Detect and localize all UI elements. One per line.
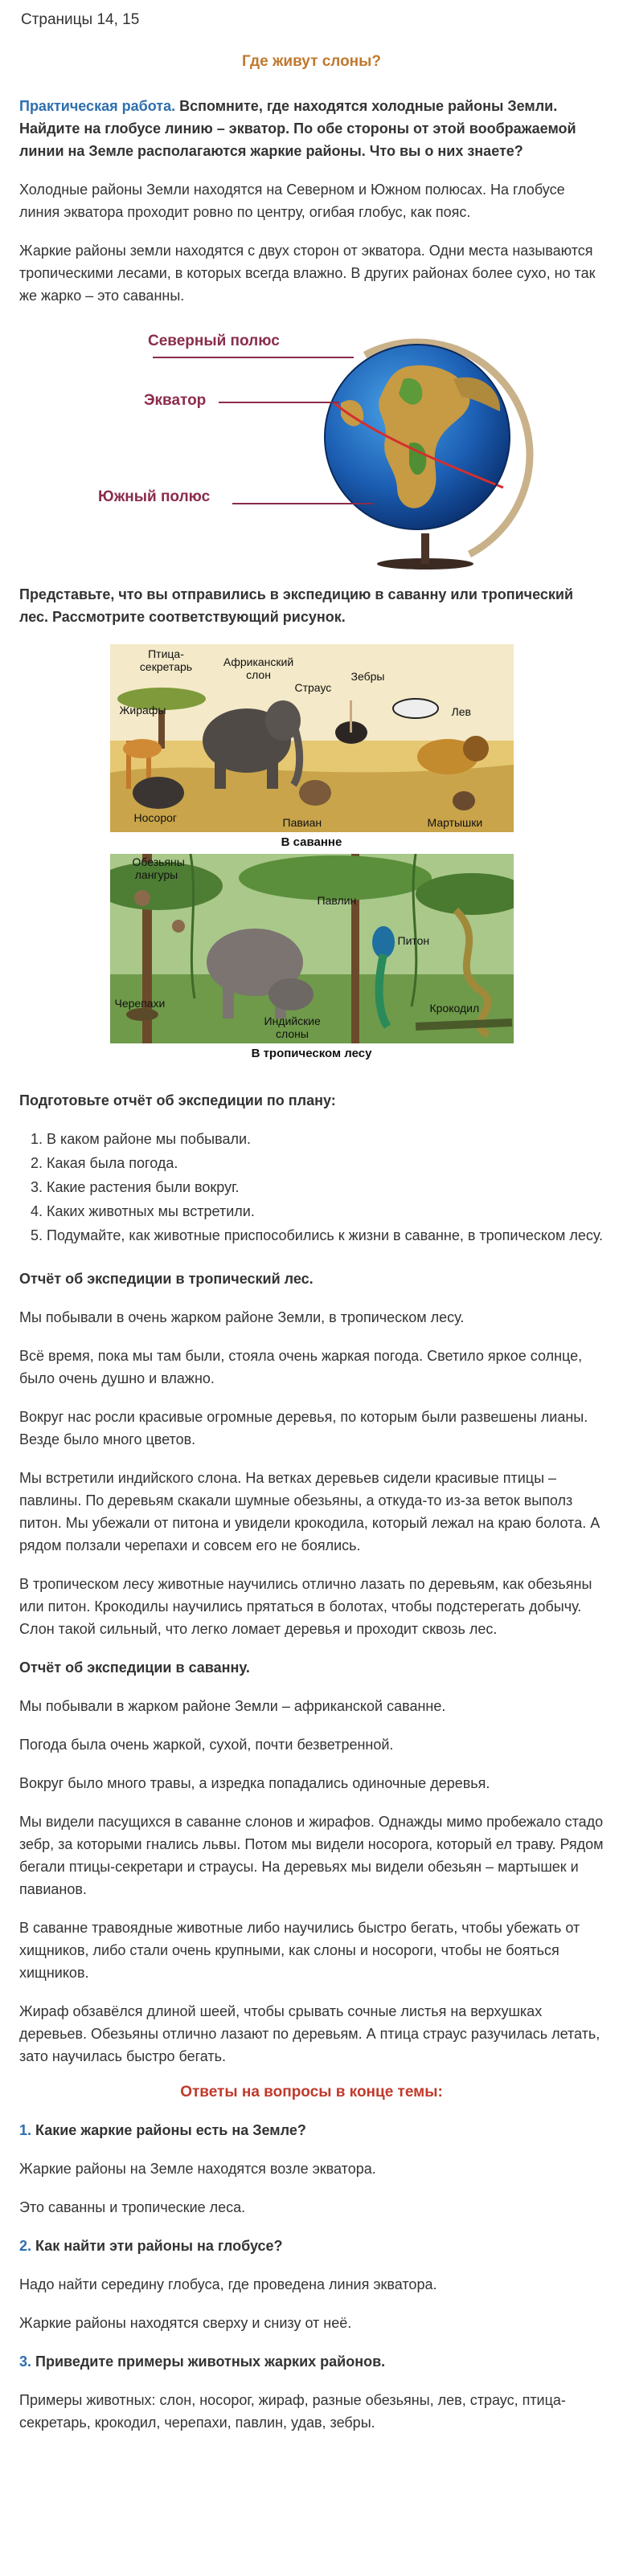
- forest-label: Индийские слоны: [264, 1014, 321, 1040]
- question-2: [19, 2235, 604, 2257]
- question-3: [19, 2350, 604, 2373]
- forest-report-paragraph: В тропическом лесу животные научились отлично лазать по деревьям, как обезьяны или питон. Крокодилы научились прятаться в болотах, чтобы подстерегать добычу. Слон такой сильный, что легко ломает деревья и проходит сквозь лес.: [19, 1576, 592, 1637]
- imagine-paragraph: Представьте, что вы отправились в экспедицию в саванну или тропический лес. Рассмотрите соответствующий рисунок.: [19, 586, 574, 625]
- forest-caption: В тропическом лесу: [251, 1047, 372, 1060]
- savanna-label: Павиан: [282, 816, 322, 829]
- answer-paragraph: Примеры животных: слон, носорог, жираф, разные обезьяны, лев, страус, птица-секретарь, крокодил, черепахи, павлин, удав, зебры.: [19, 2392, 566, 2431]
- task-text: Вспомните, где находятся холодные районы Земли. Найдите на глобусе линию – экватор. По обе стороны от этой воображаемой линии на Земле располагаются жаркие районы. Что вы о них знаете?: [19, 98, 576, 159]
- forest-picture: [110, 854, 514, 1043]
- task-paragraph: [19, 95, 604, 162]
- savanna-report-paragraph: Погода была очень жаркой, сухой, почти безветренной.: [19, 1737, 394, 1753]
- answer-paragraph: Жаркие районы на Земле находятся возле экватора.: [19, 2161, 376, 2177]
- list-item: 5. Подумайте, как животные приспособились к жизни в саванне, в тропическом лесу.: [47, 1224, 604, 1247]
- savanna-report-heading: Отчёт об экспедиции в саванну.: [19, 1659, 250, 1676]
- savanna-report-paragraph: Мы побывали в жарком районе Земли – африканской саванне.: [19, 1698, 446, 1714]
- expedition-pictures: [19, 644, 604, 1065]
- north-pole-label: Северный полюс: [148, 333, 280, 349]
- question-text: Приведите примеры животных жарких районов.: [31, 2354, 386, 2370]
- savanna-label: Птица-секретарь: [139, 647, 193, 673]
- forest-report-heading: Отчёт об экспедиции в тропический лес.: [19, 1271, 314, 1287]
- question-text: Какие жаркие районы есть на Земле?: [31, 2122, 306, 2138]
- savanna-picture: [110, 644, 514, 832]
- question-number: 3.: [19, 2354, 32, 2370]
- list-item: 4. Каких животных мы встретили.: [47, 1200, 604, 1223]
- savanna-label: Лев: [451, 705, 471, 718]
- savanna-caption: В саванне: [281, 835, 342, 849]
- question-number: 1.: [19, 2122, 32, 2138]
- equator-label: Экватор: [144, 392, 207, 409]
- globe-illustration: [19, 323, 604, 570]
- savanna-label: Зебры: [350, 670, 385, 683]
- savanna-report-paragraph: Мы видели пасущихся в саванне слонов и жирафов. Однажды мимо пробежало стадо зебр, за которыми гнались львы. Потом мы видели носорога, который ел траву. Рядом бегали птицы-секретари и страусы. На деревьях мы видели обезьян – мартышек и павианов.: [19, 1814, 604, 1897]
- savanna-report-paragraph: В саванне травоядные животные либо научились быстро бегать, чтобы убежать от хищников, либо стали очень крупными, как слоны и носороги, чтобы не бояться хищников.: [19, 1920, 580, 1981]
- south-pole-pointer: [232, 503, 373, 504]
- south-pole-label: Южный полюс: [98, 488, 211, 505]
- forest-label: Черепахи: [114, 997, 166, 1010]
- task-label: Практическая работа.: [19, 98, 176, 114]
- forest-report-paragraph: Мы побывали в очень жарком районе Земли, в тропическом лесу.: [19, 1309, 465, 1325]
- north-pole-pointer: [153, 357, 354, 358]
- forest-label: Питон: [397, 934, 430, 947]
- forest-report-paragraph: Всё время, пока мы там были, стояла очень жаркая погода. Светило яркое солнце, было очень душно и влажно.: [19, 1348, 583, 1386]
- equator-pointer: [219, 402, 339, 403]
- forest-label: Павлин: [317, 894, 357, 907]
- savanna-report-paragraph: Жираф обзавёлся длиной шеей, чтобы срывать сочные листья на верхушках деревьев. Обезьяны отлично лазают по деревьям. А птица страус разучилась летать, зато научилась быстро бегать.: [19, 2003, 600, 2064]
- globe-icon: [19, 323, 604, 570]
- savanna-label: Мартышки: [427, 816, 483, 829]
- savanna-label: Жирафы: [119, 704, 166, 716]
- list-item: 3. Какие растения были вокруг.: [47, 1176, 604, 1198]
- forest-label: Крокодил: [429, 1002, 480, 1014]
- page-title: Где живут слоны?: [242, 53, 381, 70]
- question-text: Как найти эти районы на глобусе?: [31, 2238, 283, 2254]
- forest-label: Обезьяны лангуры: [132, 855, 185, 881]
- savanna-label: Носорог: [133, 811, 178, 824]
- plan-heading: Подготовьте отчёт об экспедиции по плану:: [19, 1092, 336, 1108]
- intro-paragraph: Жаркие районы земли находятся с двух сторон от экватора. Одни места называются тропическими лесами, в которых всегда влажно. В других районах более сухо, но так же жарко – это саванны.: [19, 243, 596, 304]
- answer-paragraph: Надо найти середину глобуса, где проведена линия экватора.: [19, 2276, 437, 2292]
- answer-paragraph: Это саванны и тропические леса.: [19, 2199, 246, 2215]
- plan-list: [19, 1128, 604, 1247]
- question-1: [19, 2119, 604, 2141]
- pages-label: Страницы 14, 15: [21, 11, 140, 28]
- forest-report-paragraph: Мы встретили индийского слона. На ветках деревьев сидели красивые птицы – павлины. По деревьям скакали шумные обезьяны, а откуда-то из-за веток выполз питон. Мы убежали от питона и увидели крокодила, который лежал на краю болота. А рядом ползали черепахи и совсем его не боялись.: [19, 1470, 600, 1553]
- savanna-label: Африканский слон: [223, 655, 294, 681]
- list-item: 1. В каком районе мы побывали.: [47, 1128, 604, 1150]
- savanna-report-paragraph: Вокруг было много травы, а изредка попадались одиночные деревья.: [19, 1775, 490, 1791]
- list-item: 2. Какая была погода.: [47, 1152, 604, 1174]
- savanna-label: Страус: [294, 681, 332, 694]
- forest-report-paragraph: Вокруг нас росли красивые огромные деревья, по которым были развешены лианы. Везде было много цветов.: [19, 1409, 588, 1447]
- intro-paragraph: Холодные районы Земли находятся на Северном и Южном полюсах. На глобусе линия экватора проходит ровно по центру, огибая глобус, как пояс.: [19, 182, 565, 220]
- question-number: 2.: [19, 2238, 32, 2254]
- answer-paragraph: Жаркие районы находятся сверху и снизу от неё.: [19, 2315, 352, 2331]
- answers-heading: Ответы на вопросы в конце темы:: [180, 2084, 443, 2100]
